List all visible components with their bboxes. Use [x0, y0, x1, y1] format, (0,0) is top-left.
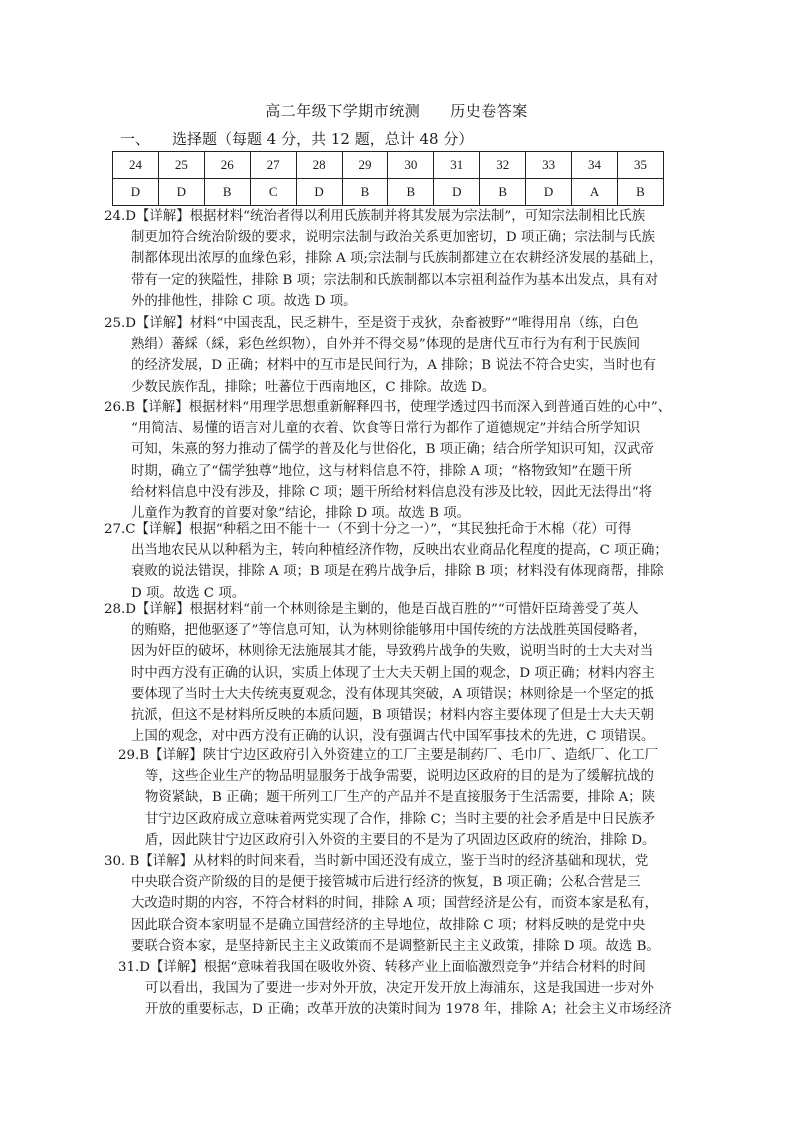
section-heading [120, 128, 473, 149]
explanation-line: 要体现了当时士大夫传统夷夏观念，没有体现其突破，A 项错误；林则徐是一个坚定的抵 [131, 686, 654, 702]
explanation-28 [104, 599, 686, 747]
explanation-line: 的贿赂，把他驱逐了”等信息可知，认为林则徐能够用中国传统的方法战胜英国侵略者， [131, 623, 647, 639]
explanation-line: 儿童作为教育的首要对象”结论，排除 D 项。故选 B 项。 [131, 506, 471, 522]
answer-letter: A [572, 179, 618, 206]
explanation-31 [118, 957, 686, 1021]
answer-letter: B [204, 179, 250, 206]
explanation-line: 大改造时期的内容，不符合材料的时间，排除 A 项；国营经济是公有，而资本家是私有， [131, 896, 659, 912]
title-left: 高二年级下学期市统测 [265, 102, 421, 120]
explanation-line: 中央联合资产阶级的目的是便于接管城市后进行经济的恢复，B 项正确；公私合营是三 [131, 875, 641, 891]
answer-letter: D [113, 179, 159, 206]
explanation-line: 制更加符合统治阶级的要求，说明宗法制与政治关系更加密切，D 项正确；宗法制与氏族 [131, 230, 655, 246]
question-number-row [113, 152, 664, 179]
explanation-lead: 28.D【详解】根据材料“前一个林则徐是主剿的，他是百战百胜的”“可惜奸臣琦善受了英人 [104, 602, 639, 617]
explanation-line: 物资紧缺，B 正确；题干所列工厂生产的产品并不是直接服务于生活需要，排除 A；陕 [145, 790, 656, 806]
explanation-line: 因为奸臣的破坏，林则徐无法施展其才能，导致鸦片战争的失败，说明当时的士大夫对当 [131, 644, 654, 660]
explanation-line: 因此联合资本家明显不是确立国营经济的主导地位，故排除 C 项；材料反映的是党中央 [131, 917, 646, 933]
explanation-line: D 项。故选 C 项。 [131, 585, 246, 601]
explanation-line: 衰败的说法错误，排除 A 项；B 项是在鸦片战争后，排除 B 项；材料没有体现商帮，排除 [131, 564, 664, 580]
explanation-line: 抗派，但这不是材料所反映的本质问题，B 项错误；材料内容主要体现了但是士大夫天朝 [131, 708, 654, 724]
answer-letter: D [434, 179, 480, 206]
explanation-lead: 25.D【详解】材料“中国丧乱，民乏耕牛，至是资于戎狄，杂畜被野”“唯得用帛（练，白色 [104, 316, 639, 331]
explanation-lead: 24.D【详解】根据材料“统治者得以利用氏族制并将其发展为宗法制”，可知宗法制相比氏族 [104, 209, 646, 224]
answer-letter: B [388, 179, 434, 206]
explanation-line: 熟绢）蕃綵（綵，彩色丝织物），自外并不得交易”体现的是唐代互市行为有利于民族间 [131, 337, 640, 353]
explanation-lead: 31.D【详解】根据“意味着我国在吸收外资、转移产业上面临激烈竞争”并结合材料的时间 [118, 960, 646, 975]
question-number: 31 [434, 152, 480, 179]
answer-letter: B [480, 179, 526, 206]
explanation-line: 时期，确立了“儒学独尊”地位，这与材料信息不符，排除 A 项；“格物致知”在题干所 [131, 463, 632, 479]
answer-letter: D [526, 179, 572, 206]
question-number: 29 [342, 152, 388, 179]
answer-letter: C [250, 179, 296, 206]
question-number: 35 [617, 152, 663, 179]
explanation-line: 甘宁边区政府成立意味着两党实现了合作，排除 C；当时主要的社会矛盾是中日民族矛 [145, 811, 655, 827]
explanation-lead: 30. B【详解】从材料的时间来看，当时新中国还没有成立，鉴于当时的经济基础和现状，党 [104, 854, 649, 869]
explanation-29 [118, 745, 686, 851]
question-number: 30 [388, 152, 434, 179]
question-number: 25 [158, 152, 204, 179]
explanation-line: 的经济发展，D 正确；材料中的互市是民间行为，A 排除；B 说法不符合史实，当时也有 [131, 358, 657, 374]
answer-letter: D [158, 179, 204, 206]
explanation-line: 少数民族作乱，排除；吐蕃位于西南地区，C 排除。故选 D。 [131, 379, 496, 395]
answer-letter: D [296, 179, 342, 206]
explanation-line: 盾，因此陕甘宁边区政府引入外资的主要目的不是为了巩固边区政府的统治，排除 D。 [145, 832, 656, 848]
explanation-30 [104, 851, 686, 957]
explanation-line: 出当地农民从以种稻为主，转向种植经济作物，反映出农业商品化程度的提高，C 项正确； [131, 543, 668, 559]
answer-letter: B [342, 179, 388, 206]
explanation-line: 开放的重要标志，D 正确；改革开放的决策时间为 1978 年，排除 A；社会主义市场经济 [145, 1002, 672, 1018]
explanation-line: 上国的观念，对中西方没有正确的认识，没有强调古代中国军事技术的先进，C 项错误。 [131, 729, 655, 745]
explanation-lead: 27.C【详解】根据“种稻之田不能十一（不到十分之一）”，“其民独托命于木棉（花）可得 [104, 522, 632, 537]
explanation-line: 要联合资本家，是坚持新民主主义政策而不是调整新民主主义政策，排除 D 项。故选 B。 [131, 938, 660, 954]
question-number: 34 [572, 152, 618, 179]
answer-letter: B [617, 179, 663, 206]
question-number: 26 [204, 152, 250, 179]
answer-table [112, 151, 664, 206]
page-title [0, 100, 793, 121]
question-number: 24 [113, 152, 159, 179]
explanation-26 [104, 397, 686, 524]
answer-row [113, 179, 664, 206]
explanation-line: 时中西方没有正确的认识，实质上体现了士大夫天朝上国的观念，D 项正确；材料内容主 [131, 665, 655, 681]
section-number: 一、 [120, 130, 151, 148]
explanation-lead: 26.B【详解】根据材料“用理学思想重新解释四书，使理学透过四书而深入到普通百姓的心中”、 [104, 400, 672, 415]
explanation-24 [104, 206, 686, 312]
explanation-line: 可知，朱熹的努力推动了儒学的普及化与世俗化，B 项正确；结合所学知识可知，汉武帝 [131, 442, 654, 458]
explanation-line: 外的排他性，排除 C 项。故选 D 项。 [131, 293, 357, 309]
question-number: 27 [250, 152, 296, 179]
explanation-line: 可以看出，我国为了要进一步对外开放，决定开发开放上海浦东，这是我国进一步对外 [145, 981, 654, 997]
title-right: 历史卷答案 [450, 102, 528, 120]
question-number: 28 [296, 152, 342, 179]
explanation-line: 制都体现出浓厚的血缘色彩，排除 A 项;宗法制与氏族制都建立在农耕经济发展的基础上， [131, 251, 663, 267]
section-heading-text: 选择题（每题 4 分，共 12 题，总计 48 分） [172, 130, 474, 148]
explanation-line: 带有一定的狭隘性，排除 B 项；宗法制和氏族制都以本宗祖利益作为基本出发点，具有对 [131, 272, 659, 288]
explanation-line: 等，这些企业生产的物品明显服务于战争需要，说明边区政府的目的是为了缓解抗战的 [145, 769, 654, 785]
explanation-line: 给材料信息中没有涉及，排除 C 项；题干所给材料信息没有涉及比较，因此无法得出“将 [131, 484, 653, 500]
explanation-lead: 29.B【详解】陕甘宁边区政府引入外资建立的工厂主要是制药厂、毛巾厂、造纸厂、化工厂 [118, 748, 658, 763]
question-number: 33 [526, 152, 572, 179]
explanation-25 [104, 313, 686, 398]
question-number: 32 [480, 152, 526, 179]
explanation-27 [104, 519, 686, 604]
explanation-line: “用简洁、易懂的语言对儿童的衣着、饮食等日常行为都作了道德规定”并结合所学知识 [131, 421, 641, 437]
